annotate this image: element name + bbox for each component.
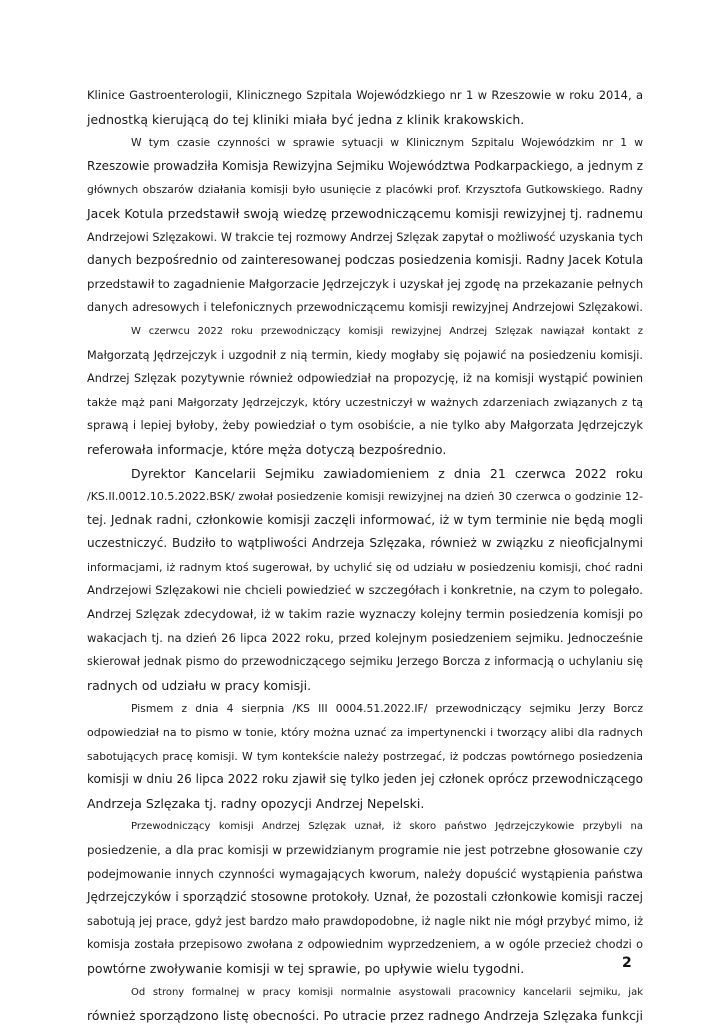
- text-line: uczestniczyć. Budziło to wątpliwości Andrzeja Szlęzaka, również w związku z nieoficjalnymi: [87, 536, 643, 551]
- page-number: 2: [622, 955, 632, 971]
- text-line: Od strony formalnej w pracy komisji normalnie asystowali pracownicy kancelarii sejmiku, jak: [131, 986, 643, 998]
- text-line: radnych od udziału w pracy komisji.: [87, 677, 312, 693]
- text-line: Przewodniczący komisji Andrzej Szlęzak uznał, iż skoro państwo Jędrzejczykowie przybyli na: [131, 821, 643, 833]
- text-line: komisji w dniu 26 lipca 2022 roku zjawił się tylko jeden jej członek oprócz przewodniczącego: [87, 772, 643, 787]
- text-line: wakacjach tj. na dzień 26 lipca 2022 roku, przed kolejnym posiedzeniem sejmiku. Jednocześnie: [87, 630, 643, 645]
- text-line: Dyrektor Kancelarii Sejmiku zawiadomieniem z dnia 21 czerwca 2022 roku: [131, 465, 643, 481]
- text-line: również sporządzono listę obecności. Po utracie przez radnego Andrzeja Szlęzaka funkcji: [87, 1008, 643, 1024]
- text-line: Andrzejowi Szlęzakowi nie chcieli powiedzieć w szczegółach i konkretnie, na czym to polegało.: [87, 583, 643, 598]
- text-line: Andrzeja Szlęzaka tj. radny opozycji Andrzej Nepelski.: [87, 795, 425, 811]
- text-line: przedstawił to zagadnienie Małgorzacie Jędrzejczyk i uzyskał jej zgodę na przekazanie pełnych: [87, 276, 644, 291]
- text-line: głównych obszarów działania komisji było usunięcie z placówki prof. Krzysztofa Gutkowskiego. Radny: [87, 183, 643, 197]
- text-line: podejmowanie innych czynności wymagających kworum, należy dopuścić wystąpienia państwa: [87, 866, 643, 881]
- text-line: Jacek Kotula przedstawił swoją wiedzę przewodniczącemu komisji rewizyjnej tj. radnemu: [87, 205, 643, 221]
- document-body: [87, 84, 643, 1028]
- text-line: Andrzej Szlęzak zdecydował, iż w takim razie wyznaczy kolejny termin posiedzenia komisji po: [87, 607, 643, 622]
- text-line: posiedzenie, a dla prac komisji w przewidzianym programie nie jest potrzebne głosowanie czy: [87, 843, 643, 857]
- text-line: Małgorzatą Jędrzejczyk i uzgodnił z nią termin, kiedy mogłaby się pojawić na posiedzeniu komisji.: [87, 348, 643, 362]
- text-line: Andrzej Szlęzak pozytywnie również odpowiedział na propozycję, iż na komisji wystąpić powinien: [87, 372, 643, 386]
- text-line: także mąż pani Małgorzaty Jędrzejczyk, który uczestniczył w ważnych zdarzeniach związanych z tą: [87, 395, 643, 409]
- text-line: komisja została przepisowo zwołana z odpowiednim wyprzedzeniem, a w ogóle przecież chodzi o: [87, 938, 643, 952]
- text-line: Jędrzejczyków i sporządzić stosowne protokoły. Uznał, że pozostali członkowie komisji raczej: [87, 890, 643, 905]
- text-line: Andrzejowi Szlęzakowi. W trakcie tej rozmowy Andrzej Szlęzak zapytał o możliwość uzyskania tych: [87, 230, 643, 244]
- text-line: sabotujących pracę komisji. W tym kontekście należy postrzegać, iż podczas powtórnego posiedzenia: [87, 749, 643, 763]
- text-line: Klinice Gastroenterologii, Klinicznego Szpitala Wojewódzkiego nr 1 w Rzeszowie w roku 2014, a: [87, 88, 643, 102]
- text-line: danych adresowych i telefonicznych przewodniczącemu komisji rewizyjnej Andrzejowi Szlęzakowi.: [87, 301, 643, 315]
- text-line: odpowiedział na to pismo w tonie, który można uznać za impertynencki i tworzący alibi dla radnych: [87, 726, 643, 740]
- text-line: referowała informacje, które męża dotyczą bezpośrednio.: [87, 441, 447, 457]
- text-line: sprawą i lepiej byłoby, żeby powiedział o tym osobiście, a nie tylko aby Małgorzata Jędrzejczyk: [87, 418, 643, 433]
- text-line: skierował jednak pismo do przewodniczącego sejmiku Jerzego Borcza z informacją o uchylaniu się: [87, 655, 643, 669]
- text-line: Pismem z dnia 4 sierpnia /KS III 0004.51.2022.IF/ przewodniczący sejmiku Jerzy Borcz: [131, 702, 643, 716]
- text-line: informacjami, iż radnym ktoś sugerował, by uchylić się od udziału w posiedzeniu komisji, choć radni: [87, 560, 643, 574]
- text-line: /KS.II.0012.10.5.2022.BSK/ zwołał posiedzenie komisji rewizyjnej na dzień 30 czerwca o godzinie 12-: [87, 490, 643, 504]
- text-line: W tym czasie czynności w sprawie sytuacji w Klinicznym Szpitalu Wojewódzkim nr 1 w: [131, 136, 643, 150]
- text-line: tej. Jednak radni, członkowie komisji zaczęli informować, iż w tym terminie nie będą mogli: [87, 512, 643, 527]
- text-line: powtórne zwoływanie komisji w tej sprawie, po upływie wielu tygodni.: [87, 960, 525, 976]
- text-line: jednostką kierującą do tej kliniki miała być jedna z klinik krakowskich.: [87, 111, 525, 127]
- text-line: W czerwcu 2022 roku przewodniczący komisji rewizyjnej Andrzej Szlęzak nawiązał kontakt z: [131, 325, 643, 337]
- text-line: danych bezpośrednio od zainteresowanej podczas posiedzenia komisji. Radny Jacek Kotula: [87, 253, 644, 268]
- text-line: Rzeszowie prowadziła Komisja Rewizyjna Sejmiku Województwa Podkarpackiego, a jednym z: [87, 158, 643, 173]
- text-line: sabotują jej prace, gdyż jest bardzo mało prawdopodobne, iż nagle nikt nie mógł przybyć mimo, iż: [87, 914, 643, 928]
